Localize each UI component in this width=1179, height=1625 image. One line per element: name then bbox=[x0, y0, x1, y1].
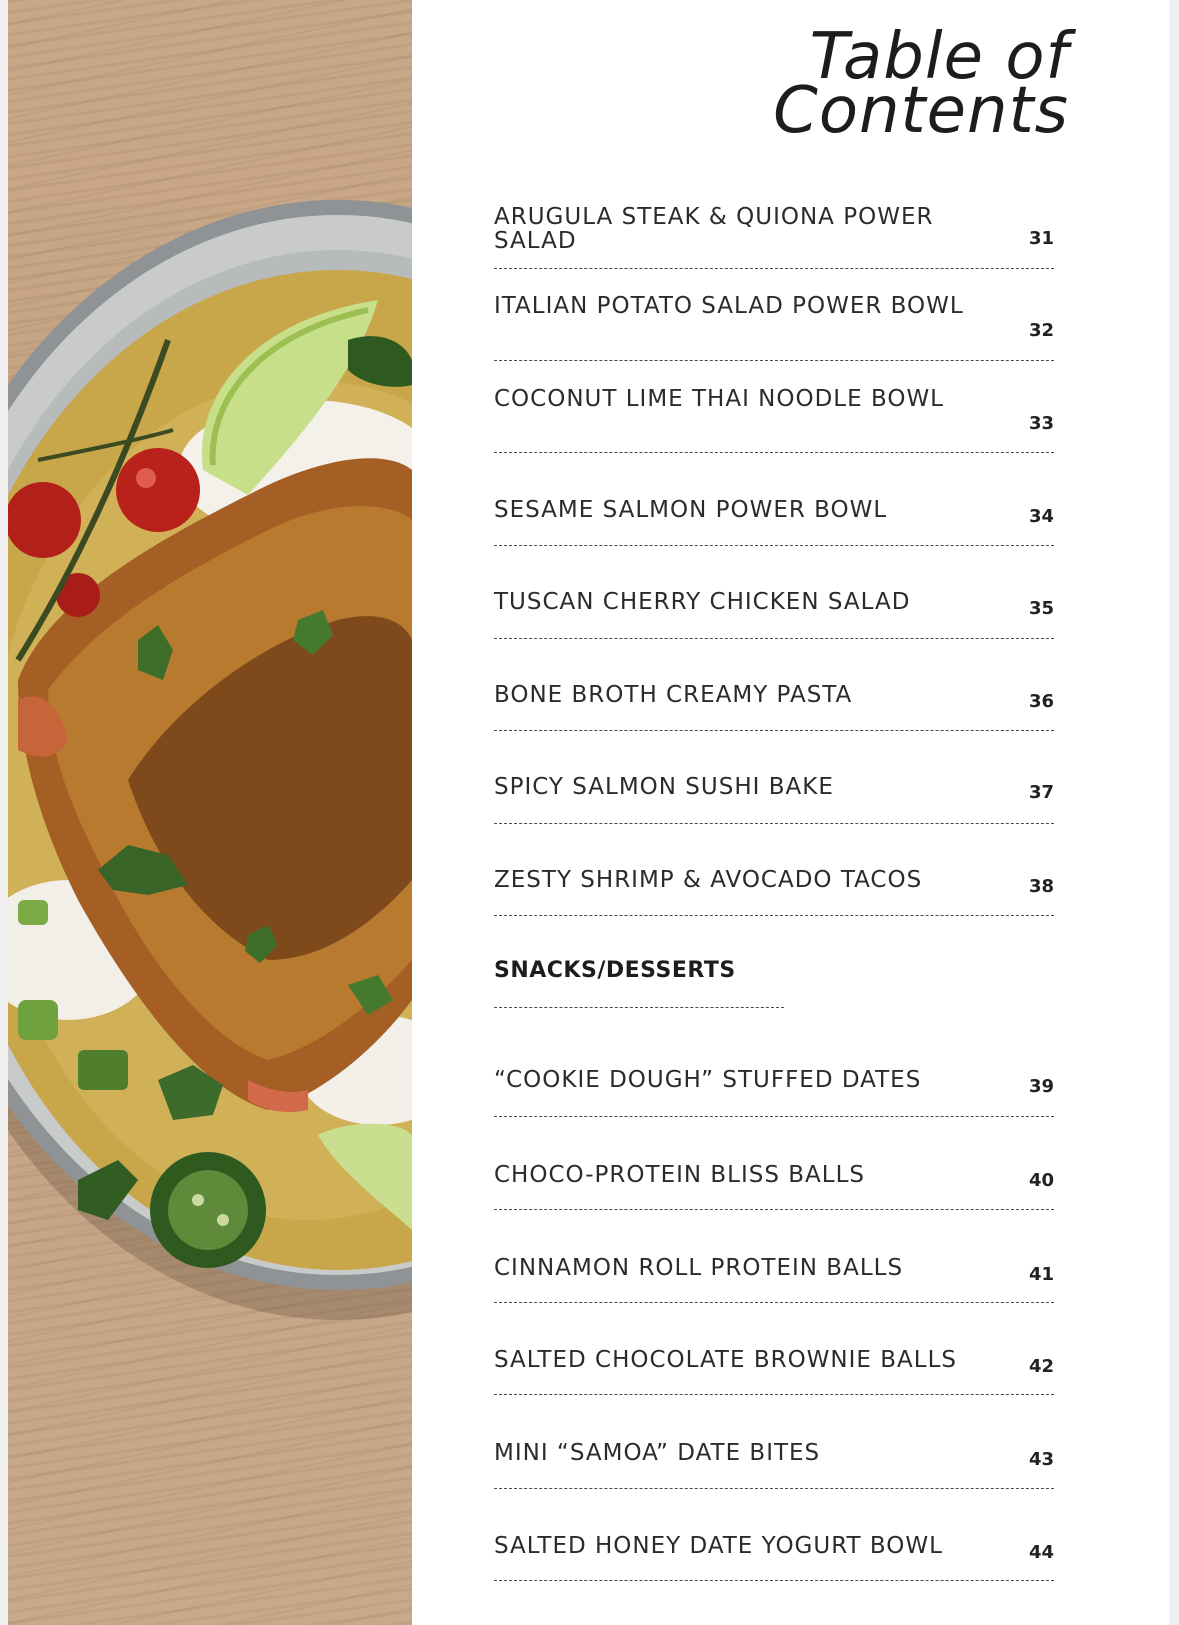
dashed-divider bbox=[494, 1488, 1054, 1489]
page-title bbox=[649, 20, 1069, 148]
page-margin-left bbox=[0, 0, 8, 1625]
dashed-divider bbox=[494, 360, 1054, 361]
toc-entry-title: CHOCO-PROTEIN BLISS BALLS bbox=[494, 1162, 866, 1188]
dashed-divider bbox=[494, 1394, 1054, 1395]
dashed-divider bbox=[494, 915, 1054, 916]
toc-entry-page: 32 bbox=[1028, 320, 1054, 341]
toc-entry-page: 39 bbox=[1028, 1076, 1054, 1097]
dashed-divider bbox=[494, 1302, 1054, 1303]
toc-entry-page: 42 bbox=[1028, 1356, 1054, 1377]
dashed-divider bbox=[494, 268, 1054, 269]
dashed-divider bbox=[494, 730, 1054, 731]
section-dashed-divider bbox=[494, 1007, 784, 1008]
toc-entry-page: 43 bbox=[1028, 1449, 1054, 1470]
toc-entry-title: CINNAMON ROLL PROTEIN BALLS bbox=[494, 1255, 904, 1281]
title-line-1: Table of bbox=[809, 20, 1069, 94]
toc-entry-page: 35 bbox=[1028, 598, 1054, 619]
toc-entry-title: BONE BROTH CREAMY PASTA bbox=[494, 682, 853, 708]
toc-entry-title: ARUGULA STEAK & QUIONA POWER SALAD bbox=[494, 204, 934, 254]
title-line-2: Contents bbox=[773, 74, 1069, 148]
toc-entry-title: MINI “SAMOA” DATE BITES bbox=[494, 1440, 821, 1466]
toc-entry-page: 37 bbox=[1028, 782, 1054, 803]
toc-entry-page: 41 bbox=[1028, 1264, 1054, 1285]
toc-entry-title: “COOKIE DOUGH” STUFFED DATES bbox=[494, 1067, 922, 1093]
salmon-bowl-illustration bbox=[8, 0, 412, 1625]
toc-entry-title: SPICY SALMON SUSHI BAKE bbox=[494, 774, 834, 800]
dashed-divider bbox=[494, 1116, 1054, 1117]
dashed-divider bbox=[494, 823, 1054, 824]
dashed-divider bbox=[494, 1580, 1054, 1581]
toc-entry-title: SALTED HONEY DATE YOGURT BOWL bbox=[494, 1533, 943, 1559]
toc-entry-title: TUSCAN CHERRY CHICKEN SALAD bbox=[494, 589, 911, 615]
dashed-divider bbox=[494, 638, 1054, 639]
dashed-divider bbox=[494, 1209, 1054, 1210]
dashed-divider bbox=[494, 452, 1054, 453]
toc-entry-page: 31 bbox=[1028, 228, 1054, 249]
toc-entry-page: 33 bbox=[1028, 413, 1054, 434]
page-margin-right bbox=[1169, 0, 1179, 1625]
toc-entry-page: 36 bbox=[1028, 691, 1054, 712]
section-heading: SNACKS/DESSERTS bbox=[494, 958, 736, 983]
toc-entry-page: 44 bbox=[1028, 1542, 1054, 1563]
toc-entry-page: 34 bbox=[1028, 506, 1054, 527]
toc-entry-page: 38 bbox=[1028, 876, 1054, 897]
toc-entry-page: 40 bbox=[1028, 1170, 1054, 1191]
food-photo bbox=[8, 0, 412, 1625]
toc-entry-title: ITALIAN POTATO SALAD POWER BOWL bbox=[494, 293, 964, 319]
toc-entry-title: COCONUT LIME THAI NOODLE BOWL bbox=[494, 386, 944, 412]
toc-entry-title: SESAME SALMON POWER BOWL bbox=[494, 497, 888, 523]
toc-entry-title: ZESTY SHRIMP & AVOCADO TACOS bbox=[494, 867, 923, 893]
dashed-divider bbox=[494, 545, 1054, 546]
toc-entry-title: SALTED CHOCOLATE BROWNIE BALLS bbox=[494, 1347, 957, 1373]
